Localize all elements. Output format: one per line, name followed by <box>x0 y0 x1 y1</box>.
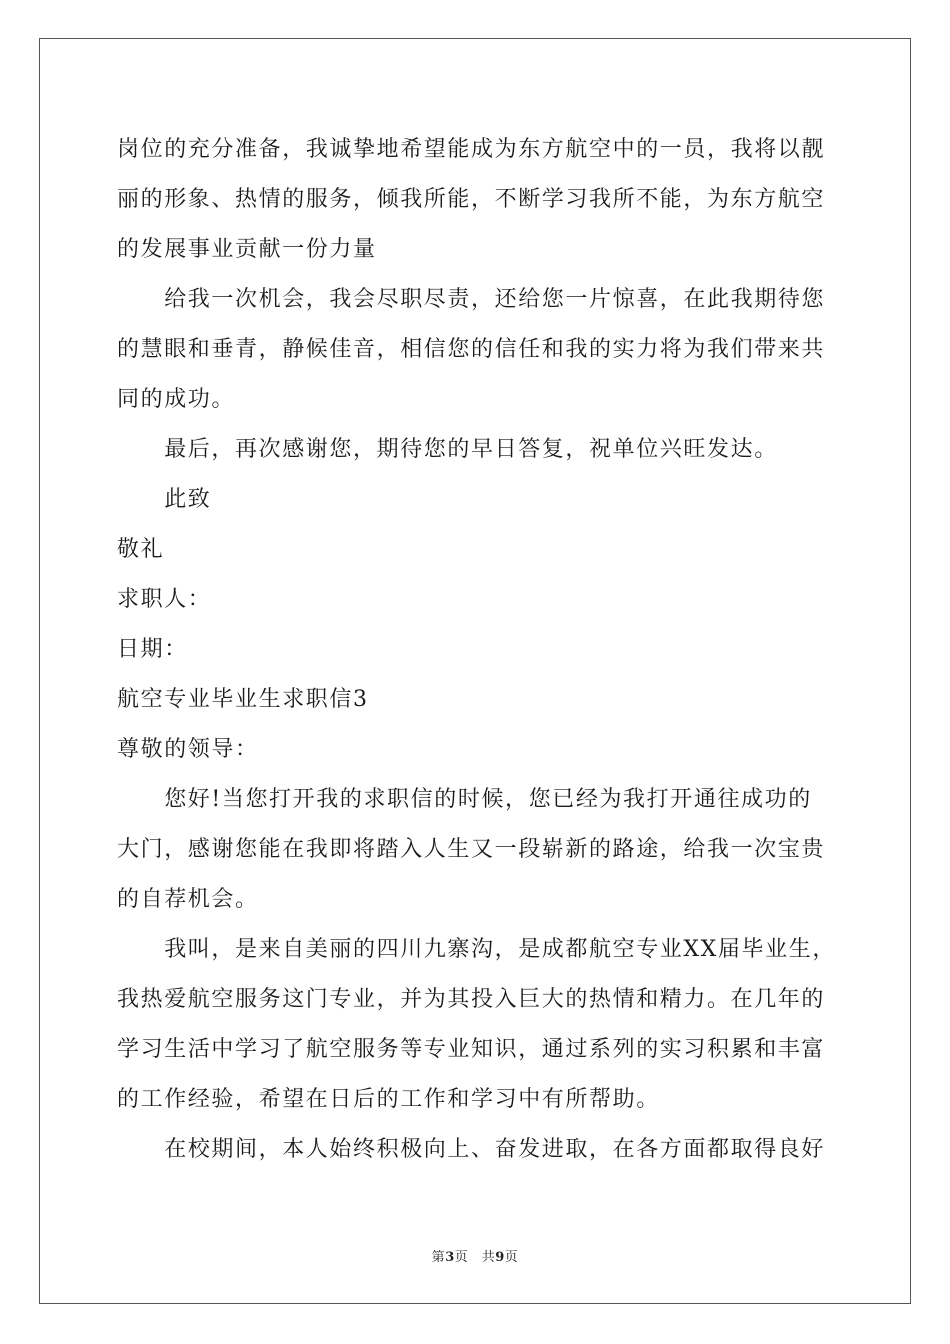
text-line: 的工作经验，希望在日后的工作和学习中有所帮助。 <box>117 1087 660 1112</box>
document-body <box>117 125 837 1175</box>
footer-suffix: 页 <box>504 1250 519 1265</box>
text-line: 您好!当您打开我的求职信的时候，您已经为我打开通往成功的 <box>117 787 812 812</box>
footer-prefix: 第 <box>431 1250 446 1265</box>
text-line: 给我一次机会，我会尽职尽责，还给您一片惊喜，在此我期待您 <box>117 287 826 312</box>
current-page-number: 3 <box>445 1250 455 1265</box>
text-line: 的慧眼和垂青，静候佳音，相信您的信任和我的实力将为我们带来共 <box>117 337 826 362</box>
text-line: 日期： <box>117 637 188 662</box>
section-title: 航空专业毕业生求职信3 <box>117 687 369 712</box>
page-footer <box>0 1246 950 1265</box>
text-line: 大门，感谢您能在我即将踏入人生又一段崭新的路途，给我一次宝贵 <box>117 837 826 862</box>
total-pages-number: 9 <box>495 1250 505 1265</box>
text-line: 的自荐机会。 <box>117 887 259 912</box>
text-line: 的发展事业贡献一份力量 <box>117 237 377 262</box>
text-line: 学习生活中学习了航空服务等专业知识，通过系列的实习积累和丰富 <box>117 1037 826 1062</box>
salutation: 尊敬的领导： <box>117 737 259 762</box>
text-line: 敬礼 <box>117 537 165 562</box>
text-line: 丽的形象、热情的服务，倾我所能，不断学习我所不能，为东方航空 <box>117 187 826 212</box>
text-line: 此致 <box>117 487 212 512</box>
text-line: 岗位的充分准备，我诚挚地希望能成为东方航空中的一员，我将以靓 <box>117 137 826 162</box>
text-line: 最后，再次感谢您，期待您的早日答复，祝单位兴旺发达。 <box>117 437 778 462</box>
text-line: 我叫，是来自美丽的四川九寨沟，是成都航空专业XX届毕业生， <box>117 937 836 962</box>
text-line: 求职人： <box>117 587 212 612</box>
text-line: 同的成功。 <box>117 387 236 412</box>
footer-middle: 页 共 <box>454 1250 496 1265</box>
text-line: 在校期间，本人始终积极向上、奋发进取，在各方面都取得良好 <box>117 1137 826 1162</box>
text-line: 我热爱航空服务这门专业，并为其投入巨大的热情和精力。在几年的 <box>117 987 826 1012</box>
